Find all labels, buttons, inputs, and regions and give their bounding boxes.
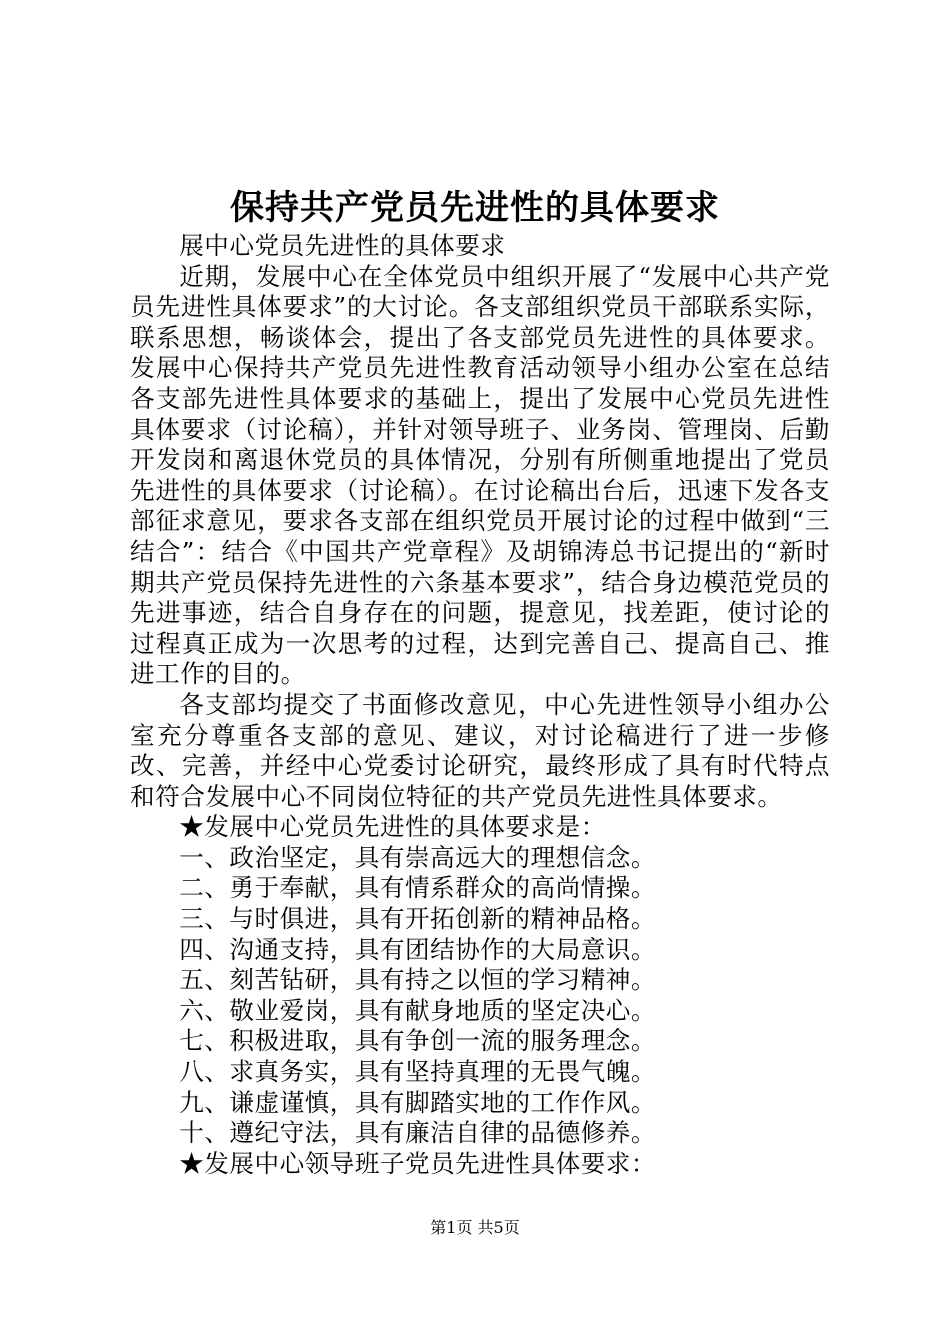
requirement-item: 一、政治坚定，具有崇高远大的理想信念。: [179, 842, 656, 872]
requirement-item: 二、勇于奉献，具有情系群众的高尚情操。: [179, 873, 656, 903]
subtitle-line: 展中心党员先进性的具体要求: [179, 231, 506, 260]
document-title: 保持共产党员先进性的具体要求: [230, 188, 720, 228]
section-heading-requirements: ★发展中心党员先进性的具体要求是：: [179, 812, 606, 842]
requirement-item: 三、与时俱进，具有开拓创新的精神品格。: [179, 904, 656, 934]
requirement-item: 九、谦虚谨慎，具有脚踏实地的工作作风。: [179, 1087, 656, 1117]
paragraph-intro: 近期，发展中心在全体党员中组织开展了“发展中心共产党员先进性具体要求”的大讨论。各支部组织党员干部联系实际，联系思想，畅谈体会，提出了各支部党员先进性的具体要求。发展中心保持共产党员先进性教育活动领导小组办公室在总结各支部先进性具体要求的基础上，提出了发展中心党员先进性具体要求（讨论稿），并针对领导班子、业务岗、管理岗、后勤开发岗和离退休党员的具体情况，分别有所侧重地提出了党员先进性的具体要求（讨论稿）。在讨论稿出台后，迅速下发各支部征求意见，要求各支部在组织党员开展讨论的过程中做到“三结合”：结合《中国共产党章程》及胡锦涛总书记提出的“新时期共产党员保持先进性的六条基本要求”，结合身边模范党员的先进事迹，结合自身存在的问题，提意见，找差距，使讨论的过程真正成为一次思考的过程，达到完善自己、提高自己、推进工作的目的。: [130, 261, 830, 689]
requirement-item: 七、积极进取，具有争创一流的服务理念。: [179, 1026, 656, 1056]
requirement-item: 十、遵纪守法，具有廉洁自律的品德修养。: [179, 1118, 656, 1148]
requirement-item: 四、沟通支持，具有团结协作的大局意识。: [179, 934, 656, 964]
requirement-item: 五、刻苦钻研，具有持之以恒的学习精神。: [179, 965, 656, 995]
document-body: [130, 231, 830, 1179]
section-heading-leadership: ★发展中心领导班子党员先进性具体要求：: [179, 1148, 656, 1178]
requirement-item: 八、求真务实，具有坚持真理的无畏气魄。: [179, 1057, 656, 1087]
page-number: 第1页 共5页: [430, 1218, 520, 1237]
requirement-item: 六、敬业爱岗，具有献身地质的坚定决心。: [179, 995, 656, 1025]
paragraph-revision: 各支部均提交了书面修改意见，中心先进性领导小组办公室充分尊重各支部的意见、建议，对讨论稿进行了进一步修改、完善，并经中心党委讨论研究，最终形成了具有时代特点和符合发展中心不同岗位特征的共产党员先进性具体要求。: [130, 689, 830, 811]
